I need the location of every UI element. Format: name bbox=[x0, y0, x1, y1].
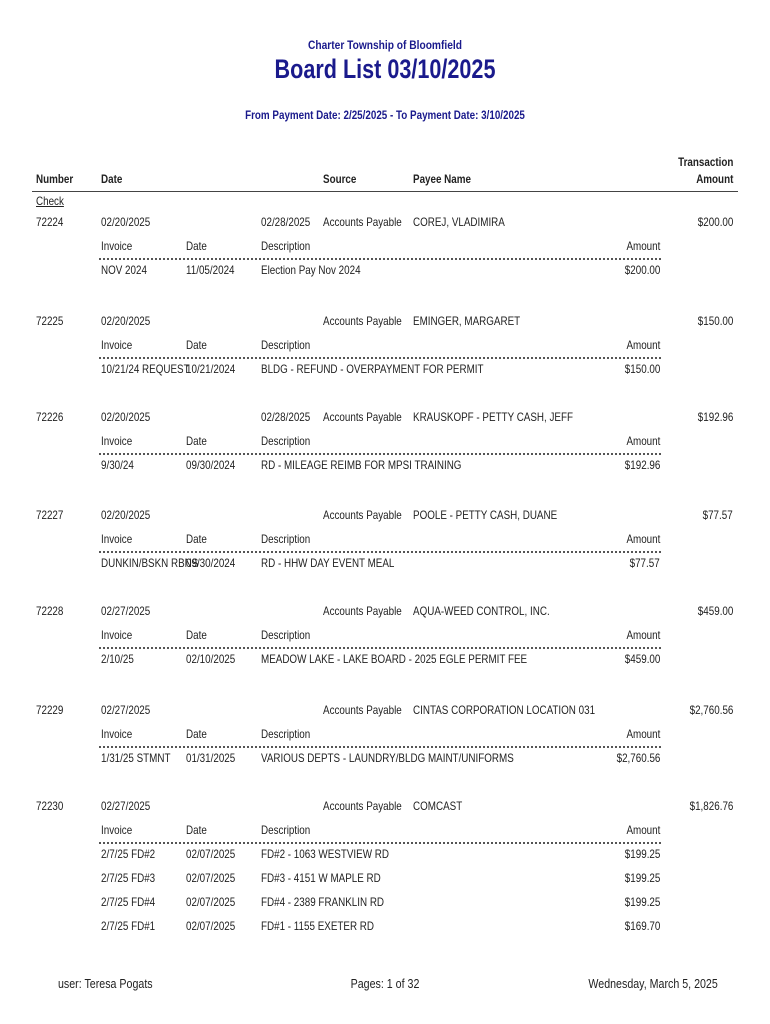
sub-header-description: Description bbox=[261, 338, 311, 352]
sub-header-date: Date bbox=[186, 239, 207, 253]
sub-header-invoice: Invoice bbox=[101, 338, 133, 352]
invoice-number: 2/7/25 FD#2 bbox=[101, 847, 156, 861]
organization-name: Charter Township of Bloomfield bbox=[308, 38, 462, 52]
check-source: Accounts Payable bbox=[323, 314, 402, 328]
col-source: Source bbox=[323, 172, 357, 186]
col-amount bbox=[678, 154, 733, 188]
invoice-divider bbox=[99, 647, 661, 649]
invoice-amount: $150.00 bbox=[624, 362, 660, 376]
invoice-description: BLDG - REFUND - OVERPAYMENT FOR PERMIT bbox=[261, 362, 484, 376]
check-amount: $459.00 bbox=[697, 604, 733, 618]
check-date: 02/20/2025 bbox=[101, 410, 151, 424]
sub-header-description: Description bbox=[261, 239, 311, 253]
invoice-amount: $77.57 bbox=[629, 556, 660, 570]
invoice-divider bbox=[99, 258, 661, 260]
sub-header-amount: Amount bbox=[626, 628, 660, 642]
check-payee: COMCAST bbox=[413, 799, 463, 813]
sub-header-description: Description bbox=[261, 434, 311, 448]
col-amount-line2: Amount bbox=[695, 172, 733, 186]
sub-header-amount: Amount bbox=[626, 727, 660, 741]
check-source: Accounts Payable bbox=[323, 703, 402, 717]
sub-header-amount: Amount bbox=[626, 239, 660, 253]
invoice-amount: $199.25 bbox=[624, 895, 660, 909]
check-number: 72224 bbox=[36, 215, 64, 229]
check-number: 72225 bbox=[36, 314, 64, 328]
invoice-date: 02/07/2025 bbox=[186, 847, 236, 861]
invoice-description: FD#3 - 4151 W MAPLE RD bbox=[261, 871, 381, 885]
check-payee: KRAUSKOPF - PETTY CASH, JEFF bbox=[413, 410, 574, 424]
invoice-amount: $459.00 bbox=[624, 652, 660, 666]
sub-header-date: Date bbox=[186, 532, 207, 546]
sub-header-invoice: Invoice bbox=[101, 532, 133, 546]
invoice-description: VARIOUS DEPTS - LAUNDRY/BLDG MAINT/UNIFORMS bbox=[261, 751, 514, 765]
check-amount: $192.96 bbox=[697, 410, 733, 424]
check-number: 72229 bbox=[36, 703, 64, 717]
check-amount: $200.00 bbox=[697, 215, 733, 229]
invoice-date: 02/07/2025 bbox=[186, 871, 236, 885]
check-number: 72226 bbox=[36, 410, 64, 424]
invoice-divider bbox=[99, 453, 661, 455]
invoice-number: DUNKIN/BSKN RBNS bbox=[101, 556, 199, 570]
sub-header-amount: Amount bbox=[626, 434, 660, 448]
check-source: Accounts Payable bbox=[323, 799, 402, 813]
check-number: 72228 bbox=[36, 604, 64, 618]
sub-header-date: Date bbox=[186, 727, 207, 741]
invoice-amount: $200.00 bbox=[624, 263, 660, 277]
invoice-number: 2/7/25 FD#3 bbox=[101, 871, 156, 885]
invoice-date: 02/07/2025 bbox=[186, 895, 236, 909]
sub-header-amount: Amount bbox=[626, 823, 660, 837]
footer-print-date: Wednesday, March 5, 2025 bbox=[588, 976, 718, 991]
invoice-description: Election Pay Nov 2024 bbox=[261, 263, 361, 277]
sub-header-description: Description bbox=[261, 628, 311, 642]
check-amount: $77.57 bbox=[702, 508, 733, 522]
invoice-number: 10/21/24 REQUEST bbox=[101, 362, 190, 376]
check-payee: EMINGER, MARGARET bbox=[413, 314, 521, 328]
sub-header-invoice: Invoice bbox=[101, 434, 133, 448]
check-amount: $2,760.56 bbox=[689, 703, 733, 717]
invoice-amount: $199.25 bbox=[624, 847, 660, 861]
invoice-divider bbox=[99, 357, 661, 359]
invoice-divider bbox=[99, 842, 661, 844]
check-payee: AQUA-WEED CONTROL, INC. bbox=[413, 604, 550, 618]
invoice-description: MEADOW LAKE - LAKE BOARD - 2025 EGLE PERMIT FEE bbox=[261, 652, 528, 666]
invoice-divider bbox=[99, 746, 661, 748]
sub-header-description: Description bbox=[261, 727, 311, 741]
invoice-number: 2/7/25 FD#4 bbox=[101, 895, 156, 909]
sub-header-invoice: Invoice bbox=[101, 628, 133, 642]
check-payee: POOLE - PETTY CASH, DUANE bbox=[413, 508, 558, 522]
col-amount-line1: Transaction bbox=[677, 155, 733, 169]
check-source: Accounts Payable bbox=[323, 604, 402, 618]
invoice-date: 02/10/2025 bbox=[186, 652, 236, 666]
check-date: 02/27/2025 bbox=[101, 799, 151, 813]
sub-header-date: Date bbox=[186, 823, 207, 837]
check-date: 02/27/2025 bbox=[101, 703, 151, 717]
sub-header-amount: Amount bbox=[626, 338, 660, 352]
check-payee: CINTAS CORPORATION LOCATION 031 bbox=[413, 703, 596, 717]
invoice-description: RD - MILEAGE REIMB FOR MPSI TRAINING bbox=[261, 458, 462, 472]
date-range: From Payment Date: 2/25/2025 - To Payment Date: 3/10/2025 bbox=[245, 108, 525, 122]
check-date: 02/20/2025 bbox=[101, 215, 151, 229]
invoice-amount: $199.25 bbox=[624, 871, 660, 885]
sub-header-amount: Amount bbox=[626, 532, 660, 546]
invoice-amount: $2,760.56 bbox=[616, 751, 660, 765]
footer-user: user: Teresa Pogats bbox=[58, 976, 153, 991]
check-payee: COREJ, VLADIMIRA bbox=[413, 215, 505, 229]
col-number: Number bbox=[36, 172, 74, 186]
invoice-description: FD#4 - 2389 FRANKLIN RD bbox=[261, 895, 385, 909]
sub-header-date: Date bbox=[186, 434, 207, 448]
invoice-number: 9/30/24 bbox=[101, 458, 134, 472]
invoice-date: 02/07/2025 bbox=[186, 919, 236, 933]
check-date: 02/20/2025 bbox=[101, 314, 151, 328]
check-source: Accounts Payable bbox=[323, 215, 402, 229]
check-posted-date: 02/28/2025 bbox=[261, 215, 311, 229]
check-posted-date: 02/28/2025 bbox=[261, 410, 311, 424]
sub-header-invoice: Invoice bbox=[101, 239, 133, 253]
invoice-description: FD#1 - 1155 EXETER RD bbox=[261, 919, 375, 933]
header-divider bbox=[32, 191, 738, 192]
invoice-number: 1/31/25 STMNT bbox=[101, 751, 171, 765]
invoice-amount: $169.70 bbox=[624, 919, 660, 933]
invoice-divider bbox=[99, 551, 661, 553]
invoice-number: NOV 2024 bbox=[101, 263, 147, 277]
sub-header-invoice: Invoice bbox=[101, 823, 133, 837]
col-date: Date bbox=[101, 172, 123, 186]
check-section-label: Check bbox=[36, 194, 64, 208]
check-source: Accounts Payable bbox=[323, 410, 402, 424]
invoice-date: 01/31/2025 bbox=[186, 751, 236, 765]
check-number: 72230 bbox=[36, 799, 64, 813]
invoice-description: FD#2 - 1063 WESTVIEW RD bbox=[261, 847, 389, 861]
col-payee: Payee Name bbox=[413, 172, 471, 186]
check-amount: $1,826.76 bbox=[689, 799, 733, 813]
check-date: 02/27/2025 bbox=[101, 604, 151, 618]
invoice-amount: $192.96 bbox=[624, 458, 660, 472]
sub-header-date: Date bbox=[186, 628, 207, 642]
invoice-number: 2/10/25 bbox=[101, 652, 134, 666]
footer-pages: Pages: 1 of 32 bbox=[350, 976, 420, 991]
page-title: Board List 03/10/2025 bbox=[274, 54, 496, 84]
invoice-date: 11/05/2024 bbox=[186, 263, 235, 277]
invoice-date: 10/21/2024 bbox=[186, 362, 236, 376]
sub-header-description: Description bbox=[261, 532, 311, 546]
sub-header-description: Description bbox=[261, 823, 311, 837]
check-date: 02/20/2025 bbox=[101, 508, 151, 522]
invoice-number: 2/7/25 FD#1 bbox=[101, 919, 156, 933]
invoice-description: RD - HHW DAY EVENT MEAL bbox=[261, 556, 395, 570]
check-number: 72227 bbox=[36, 508, 64, 522]
invoice-date: 09/30/2024 bbox=[186, 556, 236, 570]
check-amount: $150.00 bbox=[697, 314, 733, 328]
check-source: Accounts Payable bbox=[323, 508, 402, 522]
invoice-date: 09/30/2024 bbox=[186, 458, 236, 472]
sub-header-invoice: Invoice bbox=[101, 727, 133, 741]
sub-header-date: Date bbox=[186, 338, 207, 352]
